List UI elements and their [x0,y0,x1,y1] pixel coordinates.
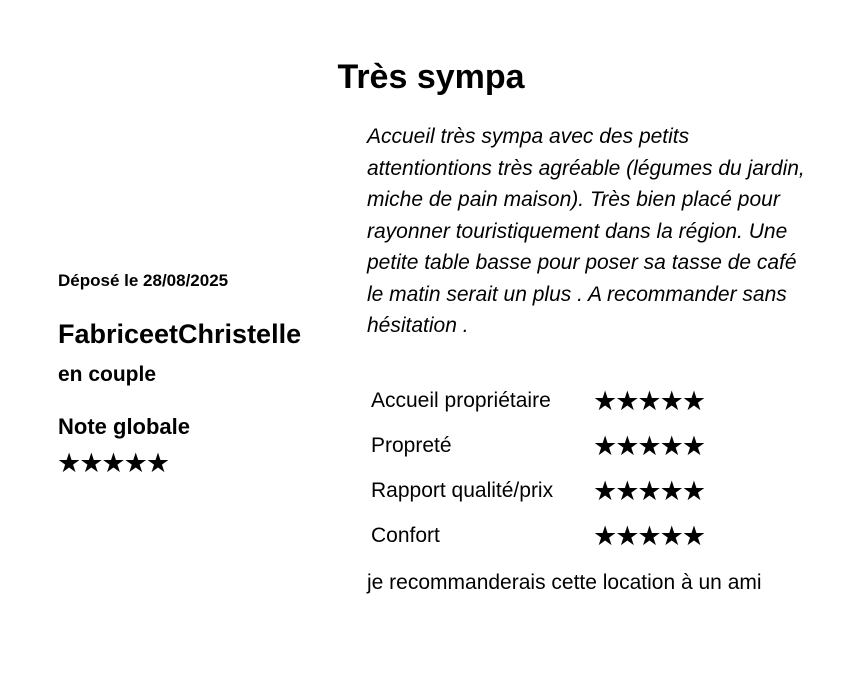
review-title: Très sympa [337,58,525,96]
author-name: FabriceetChristelle [58,319,302,349]
rating-stars-icon: ★★★★★ [593,521,705,552]
rating-label: Confort [371,524,440,547]
global-rating-label: Note globale [58,414,191,439]
rating-row-rapport-qualite-prix [371,474,791,519]
criteria-ratings [371,384,791,564]
recommendation-text: je recommanderais cette location à un ami [367,571,762,594]
rating-stars-icon: ★★★★★ [593,386,705,417]
traveler-type: en couple [58,363,157,386]
review-date: Déposé le 28/08/2025 [58,271,229,290]
rating-row-proprete [371,429,791,474]
review-comment: Accueil très sympa avec des petits attentiontions très agréable (légumes du jardin, miche de pain maison). Très bien placé pour rayonner touristiquement dans la région. Une petite table basse pour poser sa tasse de café le matin serait un plus . A recommander sans hésitation . [367,125,805,337]
rating-label: Accueil propriétaire [371,389,551,412]
global-rating-stars-icon: ★★★★★ [57,448,169,479]
rating-label: Propreté [371,434,452,457]
rating-stars-icon: ★★★★★ [593,476,705,507]
rating-stars-icon: ★★★★★ [593,431,705,462]
rating-label: Rapport qualité/prix [371,479,554,502]
rating-row-confort [371,519,791,564]
rating-row-accueil [371,384,791,429]
